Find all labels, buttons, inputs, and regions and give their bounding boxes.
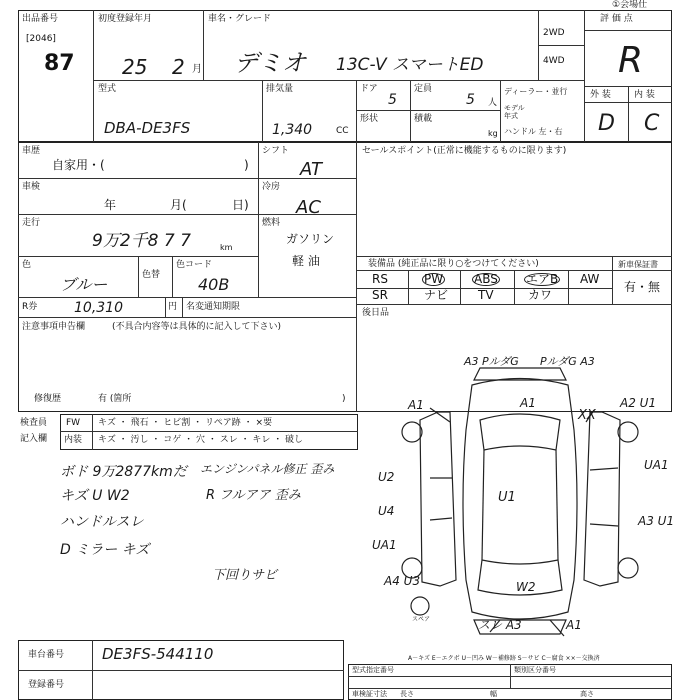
equip-navi: ナビ	[424, 288, 449, 302]
reg-label: 登録番号	[28, 680, 65, 690]
ext-items: キズ ・ 飛石 ・ ヒビ割 ・ リペア跡 ・ ×要	[98, 418, 273, 428]
int-grade: C	[644, 111, 660, 136]
mark-13: A4 U3	[384, 574, 421, 588]
equip-airbag: エアB	[526, 272, 559, 286]
color-value: ブルー	[60, 275, 108, 294]
length-label: 長さ	[400, 690, 414, 698]
load-label: 積載	[414, 114, 433, 124]
inspector-label-1: 検査員	[20, 418, 48, 428]
dealer-label: ディーラー・並行	[504, 87, 568, 96]
inspection-month: 月(	[170, 198, 187, 212]
shape-label: 形状	[360, 114, 379, 124]
first-reg-label: 初度登録年月	[98, 14, 153, 24]
mark-9: U4	[378, 504, 395, 518]
mark-5: XX	[578, 408, 596, 423]
remark-5: エンジンパネル修正 歪み	[200, 462, 335, 476]
car-name: デミオ	[234, 49, 306, 77]
kg: kg	[488, 129, 498, 138]
score-label: 評 価 点	[600, 14, 633, 24]
model-year-label: モデル年式	[504, 104, 525, 120]
top-right-note: ①会場仕	[612, 0, 648, 10]
fw-tag: FW	[66, 418, 81, 428]
repair-label: 修復歴	[34, 394, 62, 404]
equip-pw: PW	[424, 272, 444, 286]
fuel-label: 燃料	[262, 218, 281, 228]
remark-2: キズ U W2	[60, 488, 130, 504]
person-suffix: 人	[488, 98, 498, 108]
rear-seat-label: 後日品	[362, 308, 390, 318]
int-tag: 内装	[64, 435, 83, 445]
equip-abs: ABS	[474, 272, 498, 286]
usage-label: 名変通知期限	[186, 302, 241, 312]
recycle-value: 10,310	[74, 300, 123, 316]
warranty-value: 有・無	[624, 280, 661, 294]
ext-grade: D	[598, 111, 615, 136]
color-label: 色	[22, 260, 32, 270]
handle-label: ハンドル 左・右	[504, 127, 563, 136]
capacity-label: 定員	[414, 84, 433, 94]
km: km	[220, 243, 233, 252]
category-label: 類別区分番号	[514, 666, 556, 674]
car-name-label: 車名・グレード	[208, 14, 272, 24]
color-code-label: 色コード	[176, 260, 213, 270]
equip-tv: TV	[478, 288, 494, 302]
repair-close: )	[342, 394, 346, 404]
sales-point-label: セールスポイント(正常に機能するものに限ります)	[362, 146, 567, 156]
mark-6: A2 U1	[620, 396, 657, 410]
remark-4: D ミラー キズ	[60, 542, 150, 558]
equip-leather: カワ	[528, 288, 553, 302]
inspection-label: 車検	[22, 182, 41, 192]
lot-label: 出品番号	[22, 14, 59, 24]
damage-legend: A－キズ E－エクボ U－凹み W－補修跡 S－サビ C－腐食 ××－交換済	[408, 655, 600, 662]
mark-3: A1	[408, 398, 424, 412]
width-label: 幅	[490, 690, 497, 698]
cert-label: 車検証寸法	[352, 690, 387, 698]
history-label: 車歴	[22, 146, 41, 156]
mark-15: スレ A3	[478, 618, 522, 632]
equip-aw: AW	[580, 272, 600, 286]
history-value: 自家用・(	[52, 158, 105, 172]
spare-label: スペア	[412, 616, 431, 623]
lot-number: 87	[44, 51, 75, 76]
ac-value: AC	[296, 197, 321, 218]
first-reg-year: 25	[122, 55, 148, 79]
inspector-label-2: 記入欄	[20, 434, 48, 444]
mark-2: PルダG A3	[540, 355, 595, 368]
drive-4wd: 4WD	[543, 56, 565, 66]
fuel-value: ガソリン	[286, 232, 335, 246]
grade: 13C-V スマートED	[336, 55, 484, 75]
fuel-other: 軽 油	[292, 254, 320, 268]
inspection-year: 年	[104, 198, 117, 212]
remark-7: 下回りサビ	[212, 568, 278, 583]
mark-12: UA1	[372, 538, 397, 552]
shift-value: AT	[300, 159, 322, 180]
lot-sub: [2046]	[26, 34, 56, 44]
chassis-label: 車台番号	[28, 650, 65, 660]
month-suffix: 月	[192, 64, 202, 75]
drive-2wd: 2WD	[543, 28, 565, 38]
mark-4: A1	[520, 396, 536, 410]
remark-6: R フルアア 歪み	[206, 488, 301, 503]
equipment-label: 装備品 (純正品に限り○をつけてください)	[368, 259, 539, 269]
notes-sub: (不具合内容等は具体的に記入して下さい)	[112, 322, 282, 332]
first-reg-month: 2	[172, 55, 185, 79]
displacement-label: 排気量	[266, 84, 294, 94]
mark-1: A3 PルダG	[464, 355, 519, 368]
repair-value: 有 (箇所	[98, 394, 132, 404]
chassis-value: DE3FS-544110	[102, 645, 214, 663]
equip-sr: SR	[372, 288, 388, 302]
equip-rs: RS	[372, 272, 388, 286]
capacity-value: 5	[466, 92, 475, 108]
mark-16: A1	[566, 618, 582, 632]
color-change-label: 色替	[142, 270, 161, 280]
history-close: )	[244, 158, 249, 172]
shift-label: シフト	[262, 146, 290, 156]
door-value: 5	[388, 92, 397, 108]
height-label: 高さ	[580, 690, 594, 698]
door-label: ドア	[360, 84, 378, 94]
remark-1: ボド 9万2877kmだ	[60, 464, 187, 480]
mark-10: U1	[498, 490, 516, 505]
mark-8: UA1	[644, 458, 669, 472]
int-items: キズ ・ 汚し ・ コゲ ・ 穴 ・ スレ ・ キレ ・ 破し	[98, 435, 304, 445]
int-label: 内 装	[634, 90, 655, 100]
notes-label: 注意事項申告欄	[22, 322, 86, 332]
new-warranty-label: 新車保証書	[618, 260, 658, 269]
displacement-value: 1,340	[272, 122, 313, 138]
model-spec-label: 型式指定番号	[352, 666, 394, 674]
cc: CC	[336, 126, 349, 136]
model-label: 型式	[98, 84, 117, 94]
mark-11: A3 U1	[638, 514, 675, 528]
mileage-label: 走行	[22, 218, 41, 228]
inspection-day: 日)	[232, 198, 249, 212]
car-damage-diagram	[360, 350, 690, 650]
remark-3: ハンドルスレ	[60, 514, 144, 530]
mark-14: W2	[516, 580, 536, 594]
model-value: DBA-DE3FS	[104, 119, 191, 137]
mileage-value: 9万2千8 7 7	[92, 231, 191, 251]
mark-7: U2	[378, 470, 395, 484]
recycle-label: R券	[22, 302, 38, 312]
score-value: R	[618, 40, 644, 81]
ac-label: 冷房	[262, 182, 281, 192]
yen: 円	[168, 302, 178, 312]
color-code-value: 40B	[198, 275, 230, 294]
ext-label: 外 装	[590, 90, 611, 100]
